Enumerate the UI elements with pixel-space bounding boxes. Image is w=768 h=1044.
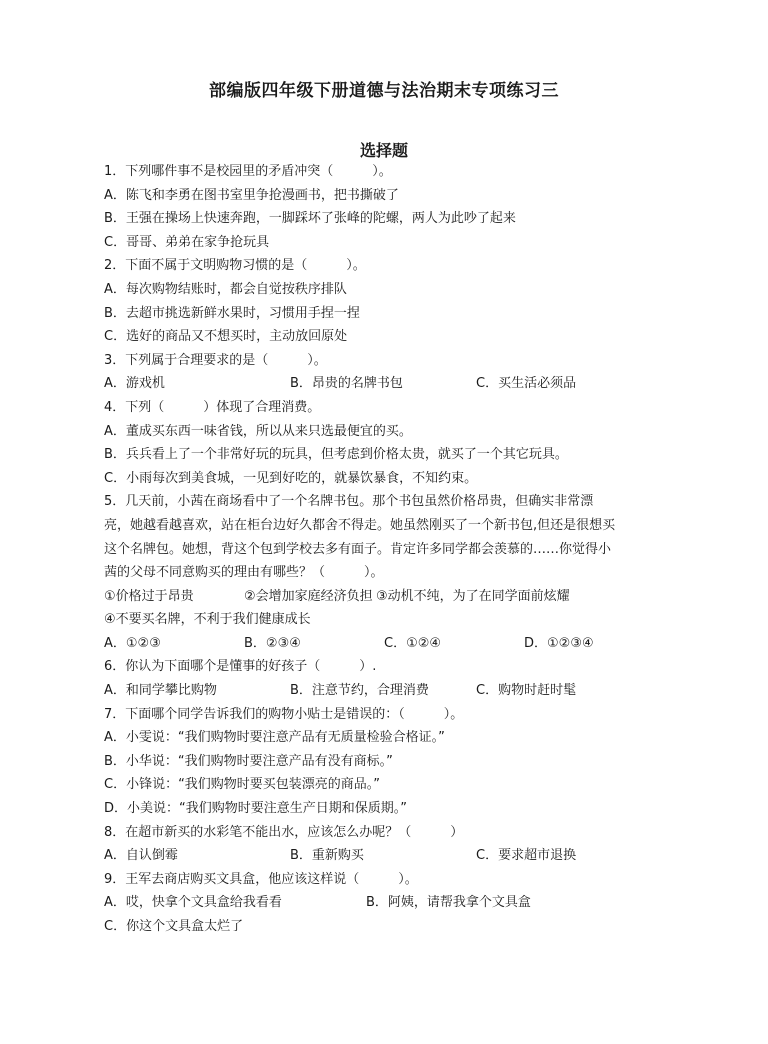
question-5-reason-4: ④不要买名牌，不利于我们健康成长: [104, 612, 311, 628]
question-7-option-d: D．小美说：“我们购物时要注意生产日期和保质期。”: [104, 801, 407, 817]
question-6-option-c: C．购物时赶时髦: [476, 683, 577, 699]
question-8-stem: 8．在超市新买的水彩笔不能出水，应该怎么办呢？（ ）: [104, 824, 464, 840]
question-3-option-c: C．买生活必须品: [476, 376, 577, 392]
question-9-stem: 9．王军去商店购买文具盒，他应该这样说（ ）。: [104, 871, 418, 887]
question-8-option-a: A．自认倒霉: [104, 848, 178, 864]
question-8-option-b: B．重新购买: [290, 848, 364, 864]
question-5-options: [104, 632, 664, 656]
question-9-option-b: B．阿姨，请帮我拿个文具盒: [366, 895, 531, 911]
question-5-reason-1: ①价格过于昂贵: [104, 588, 194, 604]
question-6-option-a: A．和同学攀比购物: [104, 683, 217, 699]
question-1-option-c: C．哥哥、弟弟在家争抢玩具: [104, 234, 270, 250]
question-2-option-a: A．每次购物结账时，都会自觉按秩序排队: [104, 281, 347, 297]
question-5-stem-line: 这个名牌包。她想，背这个包到学校去多有面子。肯定许多同学都会羡慕的……你觉得小: [104, 541, 612, 557]
question-8-options: [104, 844, 664, 868]
question-5-reason-2: ②会增加家庭经济负担: [244, 588, 373, 604]
question-4-option-c: C．小雨每次到美食城，一见到好吃的，就暴饮暴食，不知约束。: [104, 470, 478, 486]
question-6-stem: 6．你认为下面哪个是懂事的好孩子（ ）.: [104, 659, 377, 675]
question-7-stem: 7．下面哪个同学告诉我们的购物小贴士是错误的：（ ）。: [104, 706, 464, 722]
question-7-option-a: A．小雯说：“我们购物时要注意产品有无质量检验合格证。”: [104, 730, 445, 746]
question-7-option-b: B．小华说：“我们购物时要注意产品有没有商标。”: [104, 753, 393, 769]
question-1-option-a: A．陈飞和李勇在图书室里争抢漫画书，把书撕破了: [104, 187, 399, 203]
page-title: 部编版四年级下册道德与法治期末专项练习三: [209, 81, 559, 101]
question-3-options: [104, 372, 664, 396]
question-9-option-a: A．哎，快拿个文具盒给我看看: [104, 895, 282, 911]
question-3-option-b: B．昂贵的名牌书包: [290, 376, 403, 392]
question-9-options: [104, 891, 664, 915]
question-2-stem: 2．下面不属于文明购物习惯的是（ ）。: [104, 258, 366, 274]
question-3-stem: 3．下列属于合理要求的是（ ）。: [104, 352, 327, 368]
question-9-option-c: C．你这个文具盒太烂了: [104, 919, 244, 934]
question-2-option-b: B．去超市挑选新鲜水果时，习惯用手捏一捏: [104, 305, 360, 321]
question-8-option-c: C．要求超市退换: [476, 848, 577, 864]
question-1-option-b: B．王强在操场上快速奔跑，一脚踩坏了张峰的陀螺，两人为此吵了起来: [104, 211, 516, 227]
question-5-option-c: C．①②④: [384, 635, 442, 651]
question-1-stem: 1．下列哪件事不是校园里的矛盾冲突（ ）。: [104, 164, 392, 179]
question-6-option-b: B．注意节约，合理消费: [290, 683, 429, 699]
question-5-option-b: B．②③④: [244, 635, 301, 651]
section-heading: 选择题: [359, 141, 408, 160]
question-7-option-c: C．小锋说：“我们购物时要买包装漂亮的商品。”: [104, 777, 381, 793]
question-5-option-d: D．①②③④: [524, 635, 594, 651]
question-5-reason-3: ③动机不纯，为了在同学面前炫耀: [376, 588, 570, 604]
question-list: [104, 160, 664, 939]
question-5-option-a: A．①②③: [104, 635, 161, 651]
question-6-options: [104, 679, 664, 703]
question-2-option-c: C．选好的商品又不想买时，主动放回原处: [104, 329, 348, 345]
question-3-option-a: A．游戏机: [104, 376, 165, 392]
question-4-stem: 4．下列（ ）体现了合理消费。: [104, 399, 321, 415]
question-5-stem-line: 茜的父母不同意购买的理由有哪些？（ ）。: [104, 565, 384, 581]
question-5-stem-line: 5．几天前，小茜在商场看中了一个名牌书包。那个书包虽然价格昂贵，但确实非常漂: [104, 494, 594, 510]
question-4-option-a: A．董成买东西一味省钱，所以从来只选最便宜的买。: [104, 423, 412, 439]
question-5-reasons: [104, 585, 664, 609]
question-4-option-b: B．兵兵看上了一个非常好玩的玩具，但考虑到价格太贵，就买了一个其它玩具。: [104, 447, 568, 463]
question-5-stem-line: 亮，她越看越喜欢，站在柜台边好久都舍不得走。她虽然刚买了一个新书包,但还是很想买: [104, 517, 616, 533]
